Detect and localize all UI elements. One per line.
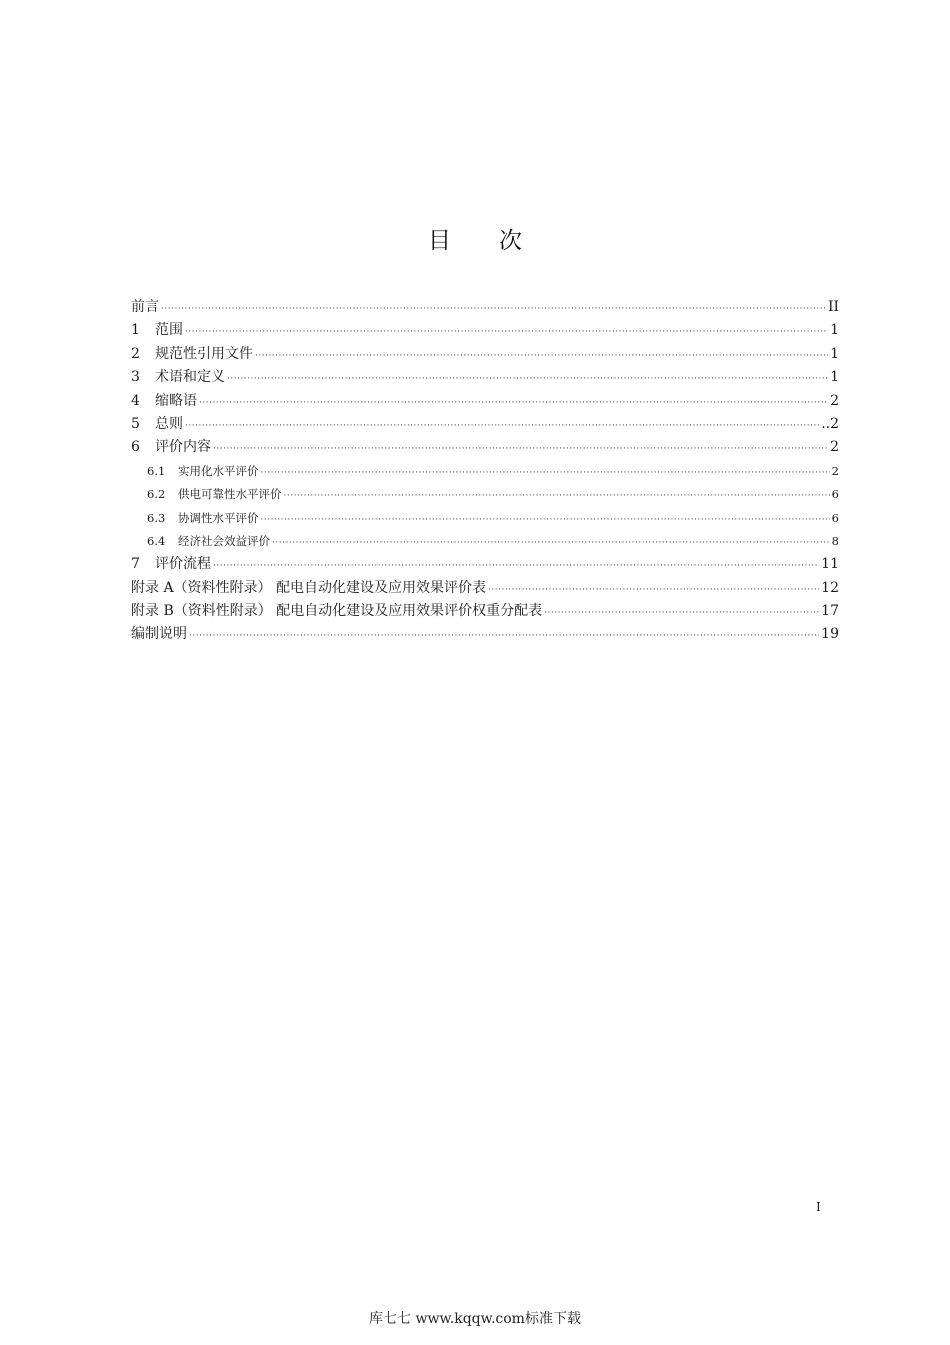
dot-leader [255,345,828,368]
toc-entry-4[interactable] [131,390,839,413]
toc-entry-page: II [827,299,839,315]
page-number: I [816,1200,821,1214]
toc-entry-6-2[interactable] [131,483,839,506]
toc-entry-number: 6.2 [147,487,166,502]
toc-entry-number: 4 [131,392,140,409]
dot-leader [213,555,819,578]
toc-entry-2[interactable] [131,343,839,366]
title-part-2: 次 [499,228,522,254]
toc-entry-page: 8 [831,533,839,548]
toc-entry-label: 范围 [155,322,183,339]
dot-leader [544,602,819,625]
toc-entry-label: 供电可靠性水平评价 [178,487,282,502]
toc-entry-page: 11 [821,556,839,573]
toc-entry-5[interactable] [131,413,839,436]
dot-leader [185,415,819,438]
toc-entry-page: ..2 [821,415,839,432]
toc-entry-label: 协调性水平评价 [178,510,259,525]
dot-leader [161,298,826,321]
toc-entry-6-3[interactable] [131,507,839,530]
title-part-1: 目 [428,228,451,254]
toc-entry-appendix-a[interactable] [131,577,839,600]
toc-entry-7[interactable] [131,553,839,576]
toc-entry-6-1[interactable] [131,460,839,483]
toc-entry-label: 术语和定义 [155,369,225,386]
toc-entry-number: 2 [131,345,140,362]
toc-entry-label: 总则 [155,415,183,432]
toc-entry-page: 12 [821,579,839,596]
toc-entry-number: 1 [131,322,140,339]
toc-entry-6[interactable] [131,436,839,459]
toc-entry-page: 17 [821,603,839,620]
toc-entry-foreword[interactable] [131,296,839,319]
toc-entry-number: 7 [131,556,140,573]
dot-leader [185,321,828,344]
toc-entry-number: 6.4 [147,533,166,548]
toc-entry-label: 实用化水平评价 [178,463,259,478]
toc-entry-page: 2 [830,439,839,456]
dot-leader [213,438,828,461]
toc-entry-6-4[interactable] [131,530,839,553]
toc-entry-label: 前言 [131,299,159,315]
toc-entry-label: 编制说明 [131,626,187,643]
toc-entry-3[interactable] [131,366,839,389]
dot-leader [261,462,830,485]
toc-entry-label: 评价流程 [155,556,211,573]
toc-entry-label: 缩略语 [155,392,197,409]
dot-leader [261,509,830,532]
toc-entry-page: 1 [830,345,839,362]
page-title [0,222,950,255]
dot-leader [272,532,830,555]
toc-entry-label: 评价内容 [155,439,211,456]
toc-entry-label: 经济社会效益评价 [178,533,270,548]
dot-leader [189,625,819,648]
dot-leader [227,368,828,391]
toc-entry-appendix-b[interactable] [131,600,839,623]
table-of-contents [131,296,839,647]
toc-entry-1[interactable] [131,319,839,342]
toc-entry-label: 规范性引用文件 [155,345,253,362]
dot-leader [199,392,828,415]
toc-entry-number: 5 [131,415,140,432]
toc-entry-page: 2 [831,463,839,478]
toc-entry-page: 1 [830,322,839,339]
toc-entry-page: 6 [831,510,839,525]
toc-entry-page: 2 [830,392,839,409]
toc-entry-page: 19 [821,626,839,643]
toc-entry-page: 1 [830,369,839,386]
toc-entry-number: 3 [131,369,140,386]
toc-entry-number: 6.1 [147,463,166,478]
toc-entry-number: 6 [131,439,140,456]
toc-entry-page: 6 [831,487,839,502]
footer-watermark: 库七七 www.kqqw.com标准下载 [369,1311,581,1327]
dot-leader [284,485,830,508]
toc-entry-label: 附录 A（资料性附录） 配电自动化建设及应用效果评价表 [131,579,487,596]
toc-entry-number: 6.3 [147,510,166,525]
dot-leader [488,579,819,602]
toc-entry-label: 附录 B（资料性附录） 配电自动化建设及应用效果评价权重分配表 [131,603,543,620]
toc-entry-compilation-notes[interactable] [131,623,839,646]
